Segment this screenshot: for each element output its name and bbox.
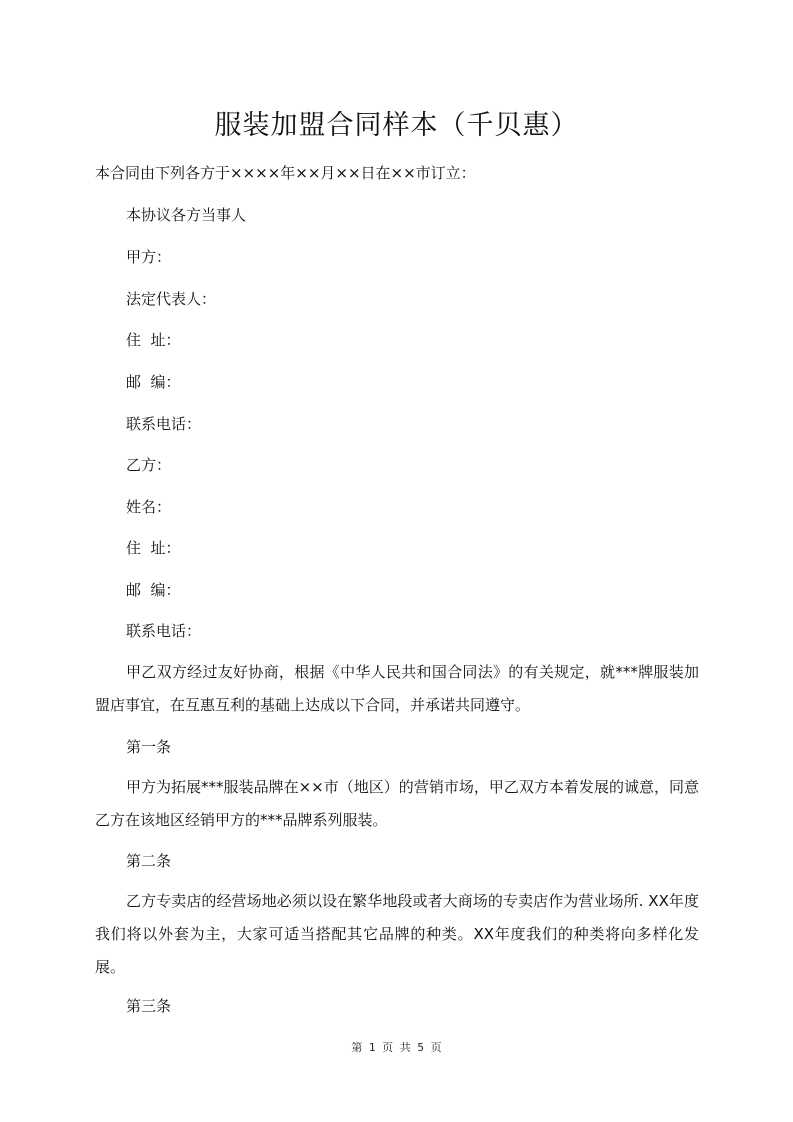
page-number-footer: 第 1 页 共 5 页 <box>351 1041 442 1054</box>
party-a-label: 甲方： <box>126 248 172 266</box>
party-a-postcode: 邮 编： <box>126 373 181 391</box>
document-title: 服装加盟合同样本（千贝惠） <box>214 110 579 141</box>
article-2-text: 乙方专卖店的经营场地必须以设在繁华地段或者大商场的专卖店作为营业场所. XX年度我们将以外套为主，大家可适当搭配其它品牌的种类。XX年度我们的种类将向多样化发展。 <box>95 892 699 976</box>
party-b-label: 乙方： <box>126 456 172 474</box>
party-a-phone: 联系电话： <box>126 415 202 433</box>
party-b-phone: 联系电话： <box>126 622 202 640</box>
party-b-name: 姓名： <box>126 498 172 516</box>
party-b-address: 住 址： <box>126 539 181 557</box>
article-2-heading: 第二条 <box>126 852 172 870</box>
parties-heading: 本协议各方当事人 <box>126 206 247 224</box>
party-a-rep: 法定代表人： <box>126 290 217 308</box>
article-1-heading: 第一条 <box>126 738 172 756</box>
preamble-paragraph: 甲乙双方经过友好协商，根据《中华人民共和国合同法》的有关规定，就***牌服装加盟店事宜，在互惠互利的基础上达成以下合同，并承诺共同遵守。 <box>95 663 699 714</box>
party-b-postcode: 邮 编： <box>126 581 181 599</box>
article-3-heading: 第三条 <box>126 997 172 1015</box>
article-1-text: 甲方为拓展***服装品牌在××市（地区）的营销市场，甲乙双方本着发展的诚意，同意乙方在该地区经销甲方的***品牌系列服装。 <box>95 778 699 829</box>
party-a-address: 住 址： <box>126 331 181 349</box>
intro-line: 本合同由下列各方于××××年××月××日在××市订立： <box>95 164 476 182</box>
